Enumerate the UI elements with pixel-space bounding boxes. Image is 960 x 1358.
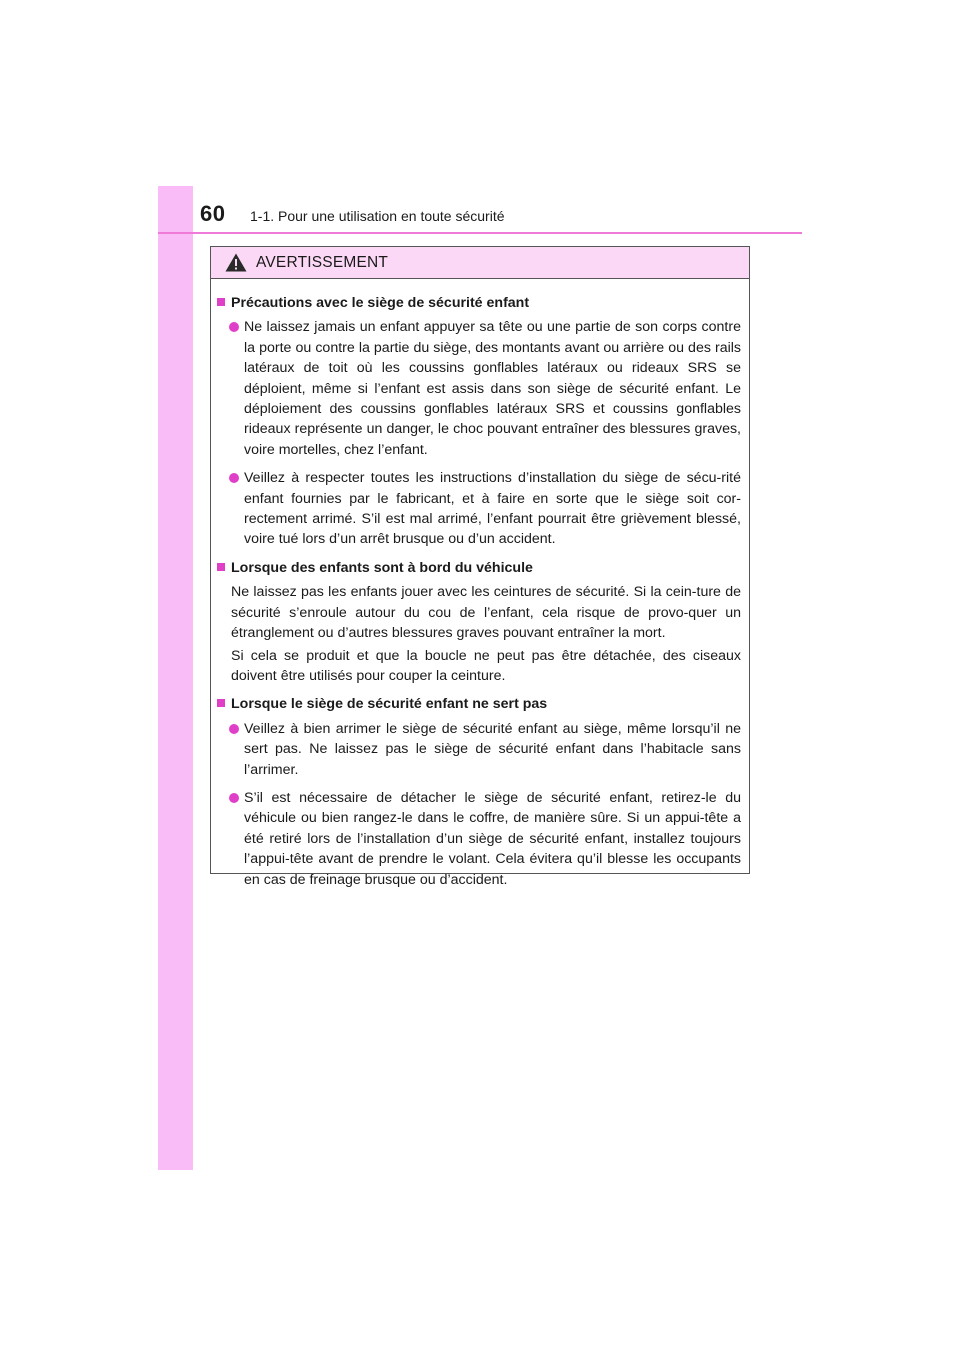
list-item: S’il est nécessaire de détacher le siège de sécurité enfant, retirez-le du véhicule ou bien rangez-le dans le coffre, de manière sûre. Si un appui-tête a été retiré lors de l’installation d’un siège de sécurité enfant, installez toujours l’appui-tête avant de prendre le volant. Cela évitera qu’il blesse les occupants en cas de freinage brusque ou d’accident.	[229, 788, 741, 890]
warning-header	[211, 247, 749, 279]
square-bullet-icon	[217, 298, 225, 306]
section-heading: Lorsque le siège de sécurité enfant ne sert pas	[217, 694, 741, 714]
square-bullet-icon	[217, 699, 225, 707]
paragraph: Si cela se produit et que la boucle ne peut pas être détachée, des ciseaux doivent être utilisés pour couper la ceinture.	[231, 647, 741, 684]
side-color-band	[158, 186, 193, 1170]
header-rule	[158, 232, 802, 234]
paragraph: Ne laissez pas les enfants jouer avec les ceintures de sécurité. Si la cein-ture de sécurité s’enroule autour du cou de l’enfant, cela risque de provo-quer un étranglement ou d’autres blessures graves pouvant entraîner la mort.	[231, 584, 741, 642]
section-child-seat-precautions	[217, 293, 741, 550]
square-bullet-icon	[217, 563, 225, 571]
section-seat-not-in-use	[217, 694, 741, 890]
round-bullet-icon	[229, 724, 239, 734]
section-title: 1-1. Pour une utilisation en toute sécurité	[250, 208, 505, 224]
warning-body	[211, 279, 749, 890]
warning-box	[210, 246, 750, 888]
round-bullet-icon	[229, 793, 239, 803]
section-heading: Précautions avec le siège de sécurité enfant	[217, 293, 741, 313]
list-item: Ne laissez jamais un enfant appuyer sa tête ou une partie de son corps contre la porte ou contre la partie du siège, des montants avant ou arrière ou des rails latéraux de toit où les coussins gonflables latéraux ou rideaux SRS se déploient, même si l’enfant est assis dans son siège de sécurité enfant. Le déploiement des coussins gonflables latéraux SRS et coussins gonflables rideaux représente un danger, le choc pouvant entraîner des blessures graves, voire mortelles, chez l’enfant.	[229, 317, 741, 460]
round-bullet-icon	[229, 473, 239, 483]
warning-triangle-icon	[225, 253, 247, 272]
list-item: Veillez à respecter toutes les instructions d’installation du siège de sécu-rité enfant fournies par le fabricant, et à faire en sorte que le siège soit cor-rectement arrimé. S’il est mal arrimé, l’enfant pourrait être grièvement blessé, voire tué lors d’un arrêt brusque ou d’un accident.	[229, 468, 741, 550]
section-children-on-board	[217, 558, 741, 686]
section-heading: Lorsque des enfants sont à bord du véhicule	[217, 558, 741, 578]
page-number: 60	[200, 201, 226, 226]
warning-title: AVERTISSEMENT	[256, 253, 389, 271]
round-bullet-icon	[229, 322, 239, 332]
list-item: Veillez à bien arrimer le siège de sécurité enfant au siège, même lorsqu’il ne sert pas. Ne laissez pas le siège de sécurité enfant dans l’habitacle sans l’arrimer.	[229, 719, 741, 780]
